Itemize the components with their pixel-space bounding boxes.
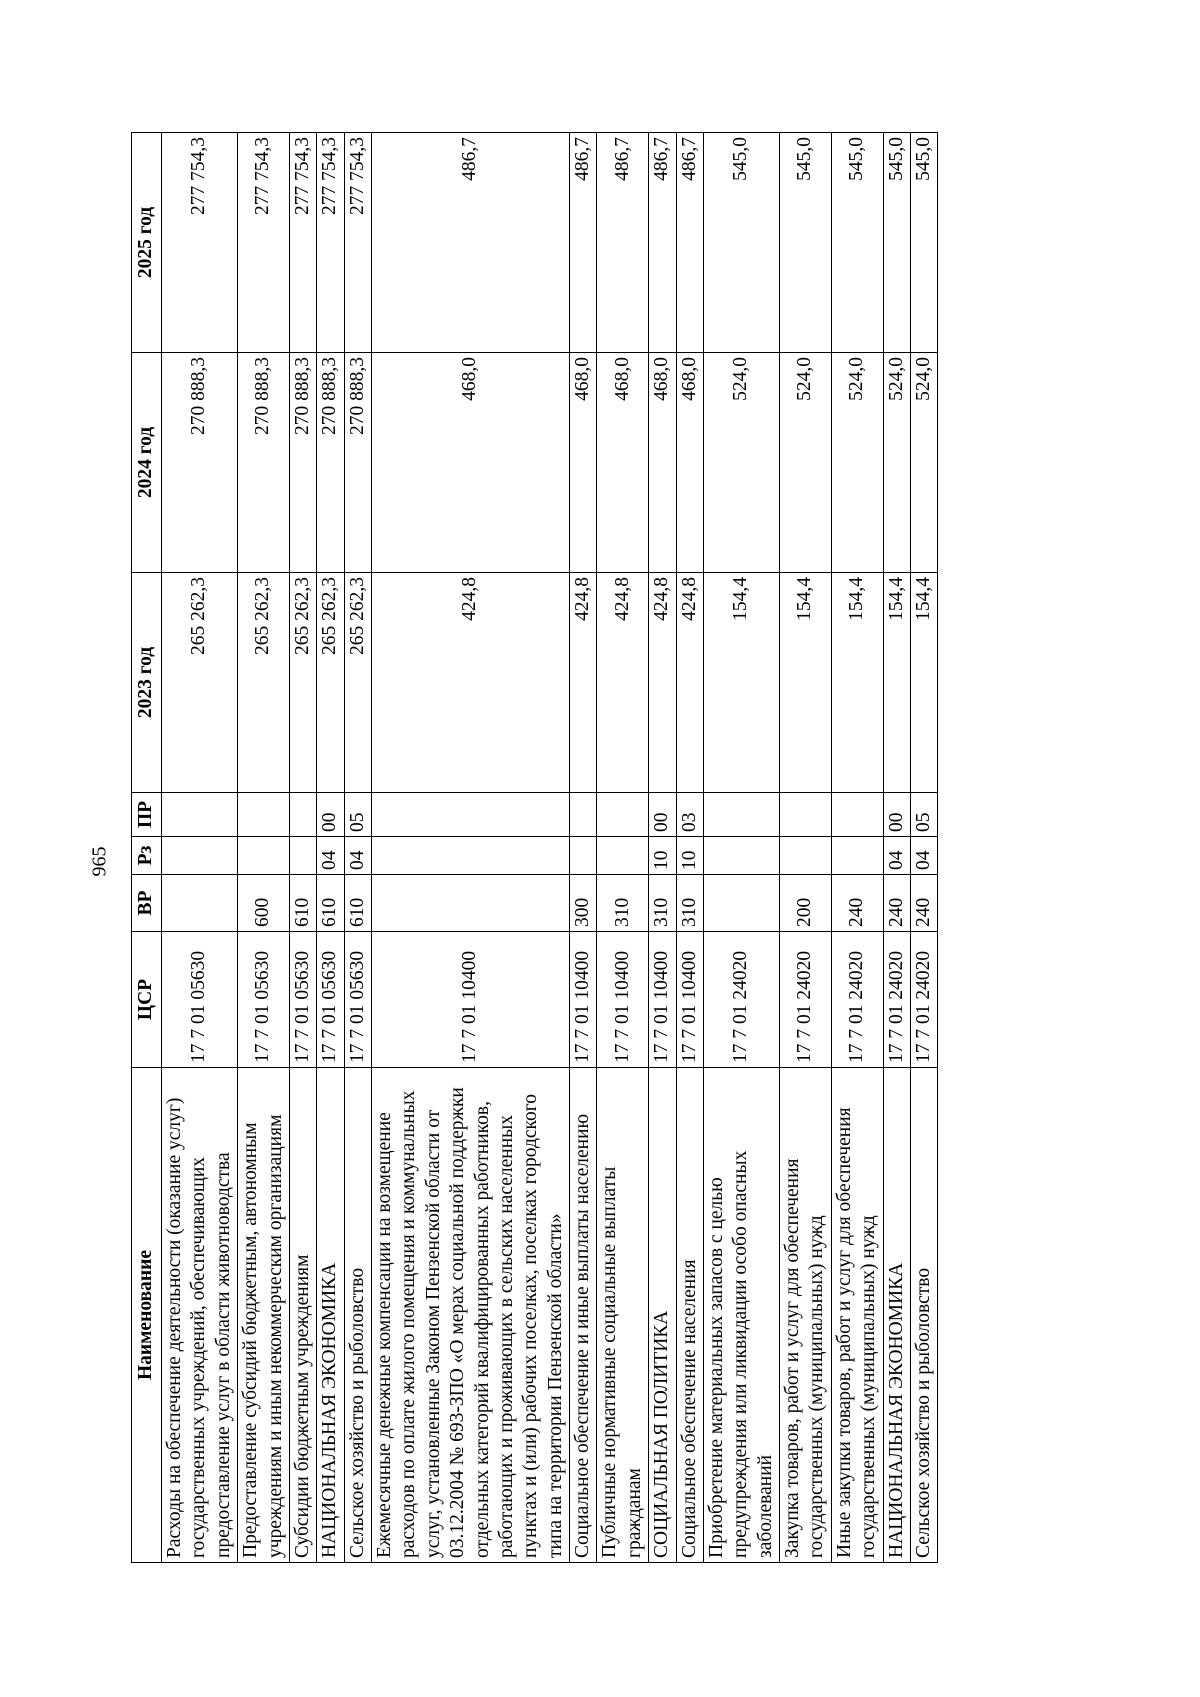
table-row [344, 133, 371, 1563]
cell-rz: 10 [676, 837, 703, 875]
header-csr: ЦСР [132, 932, 162, 1068]
cell-2024: 270 888,3 [317, 353, 344, 573]
cell-name: Расходы на обеспечение деятельности (оказание услуг) государственных учреждений, обеспечивающих предоставление услуг в области животноводства [162, 1068, 238, 1563]
cell-vr: 240 [883, 875, 910, 932]
cell-name: Закупка товаров, работ и услуг для обеспечения государственных (муниципальных) нужд [780, 1068, 832, 1563]
cell-2023: 424,8 [676, 573, 703, 793]
cell-rz: 04 [910, 837, 937, 875]
cell-2023: 265 262,3 [317, 573, 344, 793]
header-pr: ПР [132, 793, 162, 837]
cell-2024: 468,0 [597, 353, 649, 573]
cell-2023: 154,4 [883, 573, 910, 793]
cell-2023: 154,4 [910, 573, 937, 793]
header-2025: 2025 год [132, 133, 162, 353]
header-name: Наименование [132, 1068, 162, 1563]
cell-pr [597, 793, 649, 837]
cell-2023: 265 262,3 [344, 573, 371, 793]
cell-vr [703, 875, 779, 932]
cell-csr: 17 7 01 05630 [238, 932, 290, 1068]
cell-pr: 00 [317, 793, 344, 837]
page-number: 965 [88, 846, 111, 877]
cell-vr [372, 875, 570, 932]
header-vr: ВР [132, 875, 162, 932]
cell-pr: 00 [649, 793, 676, 837]
cell-2025: 486,7 [372, 133, 570, 353]
cell-2023: 154,4 [780, 573, 832, 793]
table-row [676, 133, 703, 1563]
cell-pr [703, 793, 779, 837]
cell-2025: 545,0 [780, 133, 832, 353]
cell-vr: 310 [597, 875, 649, 932]
cell-vr: 600 [238, 875, 290, 932]
cell-name: Социальное обеспечение населения [676, 1068, 703, 1563]
cell-pr [780, 793, 832, 837]
cell-csr: 17 7 01 24020 [883, 932, 910, 1068]
table-row [570, 133, 597, 1563]
cell-vr: 240 [831, 875, 883, 932]
cell-2024: 468,0 [649, 353, 676, 573]
cell-2025: 277 754,3 [289, 133, 316, 353]
cell-pr: 03 [676, 793, 703, 837]
cell-2024: 524,0 [703, 353, 779, 573]
cell-vr: 240 [910, 875, 937, 932]
budget-table-container [131, 133, 1019, 1563]
cell-rz [831, 837, 883, 875]
header-2024: 2024 год [132, 353, 162, 573]
cell-csr: 17 7 01 10400 [676, 932, 703, 1068]
table-row [238, 133, 290, 1563]
table-row [317, 133, 344, 1563]
cell-2023: 424,8 [597, 573, 649, 793]
cell-name: НАЦИОНАЛЬНАЯ ЭКОНОМИКА [883, 1068, 910, 1563]
cell-name: Приобретение материальных запасов с целью предупреждения или ликвидации особо опасных заболеваний [703, 1068, 779, 1563]
cell-vr: 300 [570, 875, 597, 932]
cell-csr: 17 7 01 05630 [162, 932, 238, 1068]
table-row [372, 133, 570, 1563]
cell-2023: 265 262,3 [289, 573, 316, 793]
cell-2023: 154,4 [831, 573, 883, 793]
cell-2025: 277 754,3 [162, 133, 238, 353]
cell-rz: 04 [317, 837, 344, 875]
cell-rz [372, 837, 570, 875]
cell-csr: 17 7 01 24020 [831, 932, 883, 1068]
cell-csr: 17 7 01 24020 [703, 932, 779, 1068]
cell-csr: 17 7 01 05630 [344, 932, 371, 1068]
cell-2025: 545,0 [831, 133, 883, 353]
cell-pr: 00 [883, 793, 910, 837]
cell-2025: 486,7 [597, 133, 649, 353]
cell-rz [780, 837, 832, 875]
cell-rz: 04 [344, 837, 371, 875]
cell-2023: 424,8 [570, 573, 597, 793]
cell-2023: 424,8 [649, 573, 676, 793]
cell-rz [597, 837, 649, 875]
cell-pr: 05 [344, 793, 371, 837]
cell-name: Сельское хозяйство и рыболовство [344, 1068, 371, 1563]
table-row [831, 133, 883, 1563]
cell-name: НАЦИОНАЛЬНАЯ ЭКОНОМИКА [317, 1068, 344, 1563]
cell-csr: 17 7 01 24020 [780, 932, 832, 1068]
table-row [883, 133, 910, 1563]
cell-csr: 17 7 01 10400 [372, 932, 570, 1068]
cell-name: Предоставление субсидий бюджетным, автономным учреждениям и иным некоммерческим организациям [238, 1068, 290, 1563]
cell-rz [162, 837, 238, 875]
cell-pr [570, 793, 597, 837]
cell-2025: 277 754,3 [344, 133, 371, 353]
cell-2025: 277 754,3 [317, 133, 344, 353]
cell-csr: 17 7 01 05630 [317, 932, 344, 1068]
cell-vr: 200 [780, 875, 832, 932]
cell-csr: 17 7 01 05630 [289, 932, 316, 1068]
cell-rz: 10 [649, 837, 676, 875]
cell-2023: 424,8 [372, 573, 570, 793]
cell-rz [289, 837, 316, 875]
table-row [289, 133, 316, 1563]
cell-2024: 270 888,3 [289, 353, 316, 573]
header-2023: 2023 год [132, 573, 162, 793]
cell-2024: 468,0 [676, 353, 703, 573]
cell-2024: 270 888,3 [344, 353, 371, 573]
cell-2024: 270 888,3 [162, 353, 238, 573]
cell-csr: 17 7 01 10400 [570, 932, 597, 1068]
cell-2024: 524,0 [780, 353, 832, 573]
budget-table [131, 132, 938, 1563]
table-row [162, 133, 238, 1563]
cell-vr [162, 875, 238, 932]
table-row [649, 133, 676, 1563]
cell-vr: 310 [649, 875, 676, 932]
cell-name: Сельское хозяйство и рыболовство [910, 1068, 937, 1563]
table-row [910, 133, 937, 1563]
cell-2024: 270 888,3 [238, 353, 290, 573]
cell-rz [570, 837, 597, 875]
cell-name: Социальное обеспечение и иные выплаты населению [570, 1068, 597, 1563]
cell-name: Публичные нормативные социальные выплаты гражданам [597, 1068, 649, 1563]
cell-csr: 17 7 01 10400 [649, 932, 676, 1068]
cell-2025: 545,0 [703, 133, 779, 353]
cell-rz [703, 837, 779, 875]
cell-2025: 486,7 [570, 133, 597, 353]
cell-vr: 310 [676, 875, 703, 932]
cell-pr: 05 [910, 793, 937, 837]
cell-vr: 610 [289, 875, 316, 932]
cell-csr: 17 7 01 24020 [910, 932, 937, 1068]
cell-vr: 610 [317, 875, 344, 932]
cell-2025: 545,0 [883, 133, 910, 353]
cell-2024: 524,0 [831, 353, 883, 573]
cell-pr [162, 793, 238, 837]
table-header-row [132, 133, 162, 1563]
cell-name: Субсидии бюджетным учреждениям [289, 1068, 316, 1563]
table-row [703, 133, 779, 1563]
table-row [597, 133, 649, 1563]
cell-name: СОЦИАЛЬНАЯ ПОЛИТИКА [649, 1068, 676, 1563]
cell-2023: 154,4 [703, 573, 779, 793]
cell-pr [372, 793, 570, 837]
cell-pr [831, 793, 883, 837]
cell-2025: 277 754,3 [238, 133, 290, 353]
cell-vr: 610 [344, 875, 371, 932]
cell-2024: 524,0 [883, 353, 910, 573]
cell-name: Ежемесячные денежные компенсации на возмещение расходов по оплате жилого помещения и коммунальных услуг, установленные Законом Пензенской области от 03.12.2004 № 693-ЗПО «О мерах социальной поддержки отдельных категорий квалифицированных работников, работающих и проживающих в сельских населенных пунктах и (или) рабочих поселках, поселках городского типа на территории Пензенской области» [372, 1068, 570, 1563]
cell-2024: 468,0 [372, 353, 570, 573]
cell-2023: 265 262,3 [238, 573, 290, 793]
cell-name: Иные закупки товаров, работ и услуг для обеспечения государственных (муниципальных) нужд [831, 1068, 883, 1563]
cell-2025: 545,0 [910, 133, 937, 353]
cell-pr [238, 793, 290, 837]
cell-pr [289, 793, 316, 837]
cell-2024: 524,0 [910, 353, 937, 573]
cell-rz [238, 837, 290, 875]
header-rz: Рз [132, 837, 162, 875]
cell-rz: 04 [883, 837, 910, 875]
cell-csr: 17 7 01 10400 [597, 932, 649, 1068]
cell-2024: 468,0 [570, 353, 597, 573]
table-row [780, 133, 832, 1563]
cell-2023: 265 262,3 [162, 573, 238, 793]
cell-2025: 486,7 [676, 133, 703, 353]
cell-2025: 486,7 [649, 133, 676, 353]
